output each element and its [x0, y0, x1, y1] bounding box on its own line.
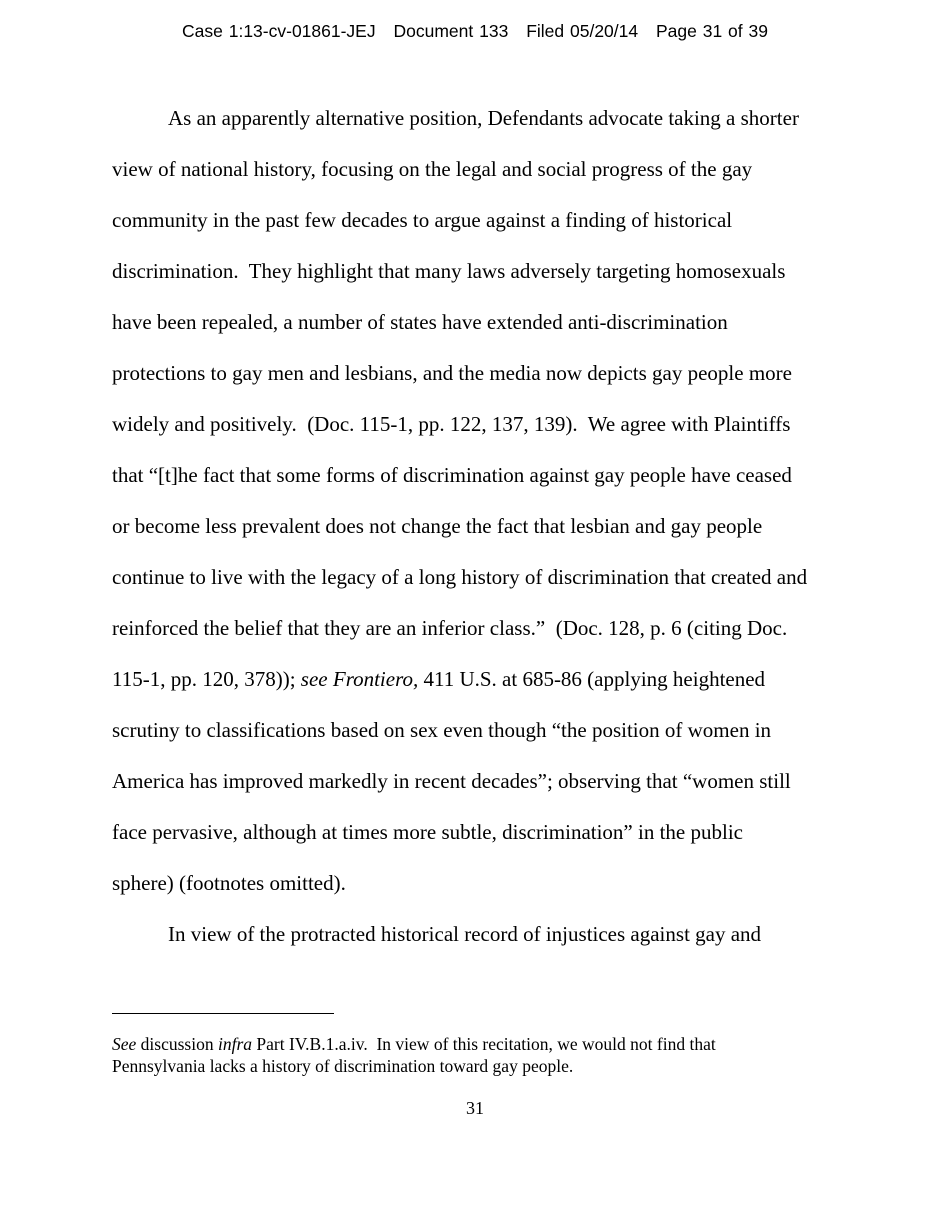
footnote-text: discussion — [136, 1034, 218, 1054]
body-line — [112, 669, 765, 690]
body-line: As an apparently alternative position, Defendants advocate taking a shorter — [168, 106, 799, 130]
citation-text: 411 U.S. at 685-86 (applying heightened — [418, 667, 766, 691]
document-number: Document 133 — [393, 21, 509, 41]
body-line: that “[t]he fact that some forms of discrimination against gay people have ceased — [112, 463, 792, 487]
case-citation: see Frontiero, — [300, 667, 419, 691]
body-line: widely and positively. (Doc. 115-1, pp. 122, 137, 139). We agree with Plaintiffs — [112, 412, 791, 436]
body-line: view of national history, focusing on the legal and social progress of the gay — [112, 157, 753, 181]
body-line: continue to live with the legacy of a long history of discrimination that created and — [112, 565, 808, 589]
body-line: or become less prevalent does not change the fact that lesbian and gay people — [112, 514, 763, 538]
body-line: scrutiny to classifications based on sex even though “the position of women in — [112, 718, 772, 742]
footnote-line: Pennsylvania lacks a history of discrimination toward gay people. — [112, 1056, 574, 1076]
body-line: sphere) (footnotes omitted). — [112, 871, 346, 895]
footnote-signal-infra: infra — [217, 1034, 253, 1054]
footnote-text: Part IV.B.1.a.iv. In view of this recitation, we would not find that — [252, 1034, 716, 1054]
body-line: protections to gay men and lesbians, and the media now depicts gay people more — [112, 361, 792, 385]
footnote-signal: See — [112, 1034, 137, 1054]
case-number: Case 1:13-cv-01861-JEJ — [182, 21, 376, 41]
citation-text: 115-1, pp. 120, 378)); — [112, 667, 301, 691]
page-header — [0, 21, 950, 42]
body-line: In view of the protracted historical record of injustices against gay and — [168, 922, 762, 946]
body-line: face pervasive, although at times more subtle, discrimination” in the public — [112, 820, 743, 844]
page-indicator: Page 31 of 39 — [656, 21, 768, 41]
body-line: America has improved markedly in recent decades”; observing that “women still — [112, 769, 791, 793]
footnote-line — [112, 1036, 716, 1054]
body-line: reinforced the belief that they are an inferior class.” (Doc. 128, p. 6 (citing Doc. — [112, 616, 788, 640]
filed-date: Filed 05/20/14 — [526, 21, 639, 41]
footnote-separator — [112, 1013, 334, 1014]
body-line: discrimination. They highlight that many laws adversely targeting homosexuals — [112, 259, 786, 283]
page-number: 31 — [466, 1098, 484, 1118]
body-line: have been repealed, a number of states have extended anti-discrimination — [112, 310, 728, 334]
body-line: community in the past few decades to argue against a finding of historical — [112, 208, 733, 232]
